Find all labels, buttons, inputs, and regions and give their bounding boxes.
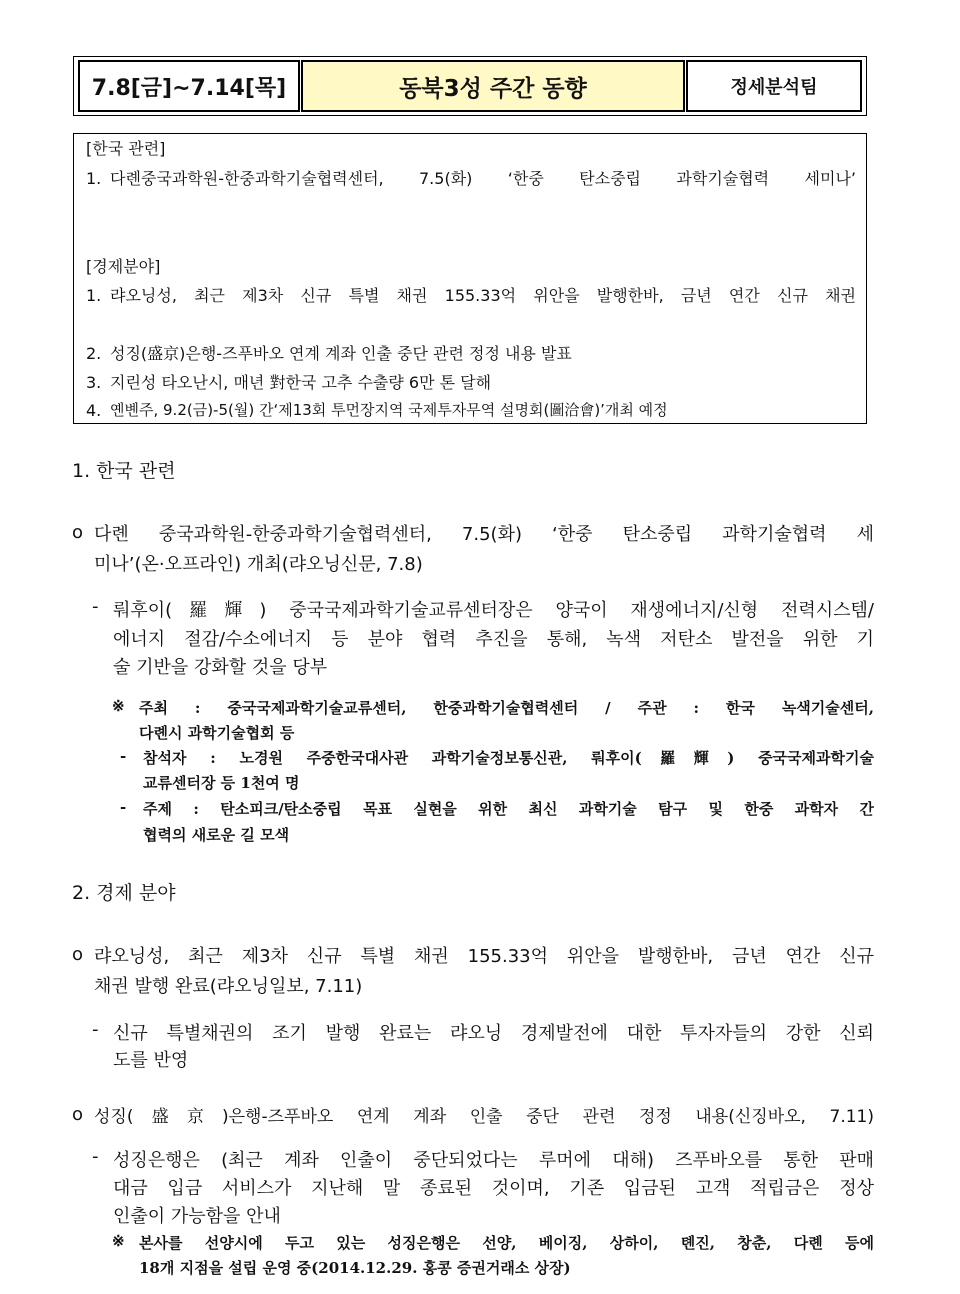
bullet-marker: o [72,522,84,543]
korea-sub-text: 술 기반을 강화할 것을 당부 [113,657,328,678]
date-range: 7.8[금]~7.14[목] [78,60,300,112]
team-name: 정세분석팀 [686,60,862,112]
econ-sub-text: 인출이 가능함을 안내 [113,1206,281,1227]
report-header [73,56,867,116]
econ-sub-text: 대금 입금 서비스가 지난해 말 종료된 것이며, 기존 입금된 고객 적립금은 정상 [113,1178,874,1199]
note-text: 참석자 : 노경원 주중한국대사관 과학기술정보통신관, 뤄후이(羅輝) 중국국제과학기술 [143,749,874,767]
econ-sub-text: 신규 특별채권의 조기 발행 완료는 랴오닝 경제발전에 대한 투자자들의 강한 신뢰 [113,1023,874,1044]
note-marker: ※ [112,1232,125,1250]
note-dash: - [120,747,127,765]
econ-item-text: 채권 발행 완료(랴오닝일보, 7.11) [94,976,363,997]
econ-sub-text: 도를 반영 [113,1050,189,1071]
bullet-marker: o [72,1104,84,1125]
korea-sub-text: 에너지 절감/수소에너지 등 분야 협력 추진을 통해, 녹색 저탄소 발전을 위한 기 [113,629,874,650]
dash-marker: - [92,596,99,617]
bullet-marker: o [72,944,84,965]
summary-korea-item: 1. 다롄중국과학원-한중과학기술협력센터, 7.5(화) ‘한중 탄소중립 과학기술협력 세미나’ [86,169,856,188]
report-title: 동북3성 주간 동향 [301,60,685,112]
summary-econ-heading: [경제분야] [86,257,161,276]
note-dash: - [120,798,127,816]
dash-marker: - [92,1019,99,1040]
summary-econ-item: 1. 랴오닝성, 최근 제3차 신규 특별 채권 155.33억 위안을 발행한바, 금년 연간 신규 채권 [86,286,856,305]
note-text: 주최 : 중국국제과학기술교류센터, 한중과학기술협력센터 / 주관 : 한국 녹색기술센터, [139,699,874,717]
econ-item-text: 랴오닝성, 최근 제3차 신규 특별 채권 155.33억 위안을 발행한바, 금년 연간 신규 [94,946,874,967]
summary-box [73,133,867,424]
summary-econ-item: 4. 옌볜주, 9.2(금)-5(월) 간‘제13회 투먼장지역 국제투자무역 설명회(圖洽會)’개최 예정 [86,401,668,420]
note-marker: ※ [112,697,125,715]
econ-item-text: 성징(盛京)은행-즈푸바오 연계 계좌 인출 중단 관련 정정 내용(신징바오, 7.11) [94,1107,874,1127]
korea-item-text: 미나’(온·오프라인) 개최(랴오닝신문, 7.8) [94,554,423,575]
summary-econ-item: 2. 성징(盛京)은행-즈푸바오 연계 계좌 인출 중단 관련 정정 내용 발표 [86,344,572,363]
note-text: 교류센터장 등 1천여 명 [143,774,300,792]
note-text: 주제 : 탄소피크/탄소중립 목표 실현을 위한 최신 과학기술 탐구 및 한중 과학자 간 [143,800,874,818]
korea-item-text: 다롄 중국과학원-한중과학기술협력센터, 7.5(화) ‘한중 탄소중립 과학기술협력 세 [94,524,874,545]
korea-sub-text: 뤄후이(羅輝) 중국국제과학기술교류센터장은 양국이 재생에너지/신형 전력시스템/ [113,600,874,621]
note-text: 본사를 선양시에 두고 있는 성징은행은 선양, 베이징, 상하이, 톈진, 창춘, 다롄 등에 [139,1234,874,1252]
note-text: 18개 지점을 설립 운영 중(2014.12.29. 홍콩 증권거래소 상장) [139,1259,571,1277]
section-heading-korea: 1. 한국 관련 [72,460,176,482]
section-heading-economy: 2. 경제 분야 [72,882,176,904]
dash-marker: - [92,1146,99,1167]
summary-korea-heading: [한국 관련] [86,139,166,158]
note-text: 협력의 새로운 길 모색 [143,826,290,844]
note-text: 다롄시 과학기술협회 등 [139,724,295,742]
summary-econ-item: 3. 지린성 타오난시, 매년 對한국 고추 수출량 6만 톤 달해 [86,373,492,392]
econ-sub-text: 성징은행은 (최근 계좌 인출이 중단되었다는 루머에 대해) 즈푸바오를 통한 판매 [113,1150,874,1171]
